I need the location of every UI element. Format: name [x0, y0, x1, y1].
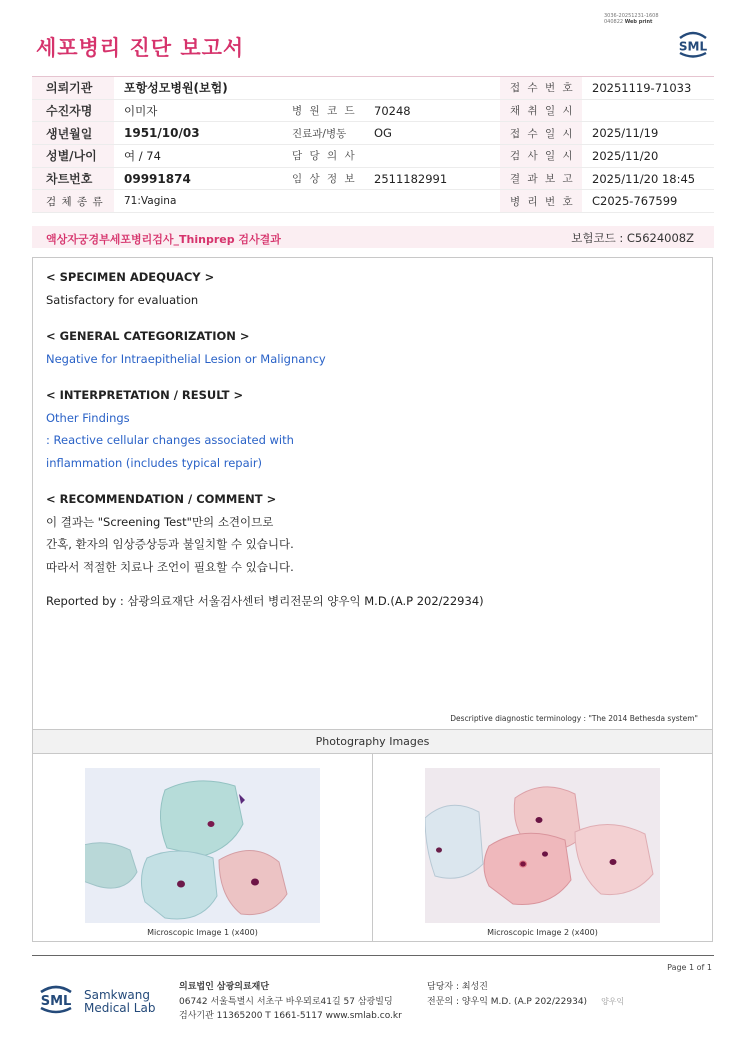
label-patient-name: 수진자명: [32, 99, 114, 122]
info-row: [32, 77, 714, 100]
footer-logo-text: SML: [40, 994, 72, 1009]
image-caption: Microscopic Image 2 (x400): [487, 928, 598, 937]
contact-person: 담당자 : 최성진: [427, 982, 488, 992]
footer-divider: [32, 955, 714, 956]
section-specimen-adequacy: [46, 266, 214, 311]
terminology-note: Descriptive diagnostic terminology : "The 2014 Bethesda system": [450, 714, 698, 723]
info-row: [32, 145, 714, 168]
footer-sml-logo: [36, 980, 76, 1016]
page-title: 세포병리 진단 보고서: [36, 36, 245, 60]
org-address: 06742 서울특별시 서초구 바우뫼로41길 57 삼광빌딩: [179, 996, 393, 1007]
section-heading: < INTERPRETATION / RESULT >: [46, 388, 244, 402]
label-birth-date: 생년월일: [32, 122, 114, 145]
section-heading: < GENERAL CATEGORIZATION >: [46, 329, 250, 343]
recommendation-line: 따라서 적절한 치료나 조언이 필요할 수 있습니다.: [46, 559, 294, 574]
value-hospital-code: 70248: [364, 99, 500, 122]
info-row: [32, 99, 714, 122]
label-exam-date: 검 사 일 시: [500, 145, 582, 168]
value-result-report: 2025/11/20 18:45: [582, 167, 714, 190]
info-row: [32, 190, 714, 213]
patient-info-table: [32, 76, 714, 213]
value-receipt-date: 2025/11/19: [582, 122, 714, 145]
value-clinical-info: 2511182991: [364, 167, 500, 190]
value-birth-date: 1951/10/03: [114, 122, 282, 145]
section-interpretation: [46, 384, 294, 474]
microscopic-image-2: [425, 768, 660, 923]
value-department: OG: [364, 122, 500, 145]
label-receipt-date: 접 수 일 시: [500, 122, 582, 145]
label-result-report: 결 과 보 고: [500, 167, 582, 190]
label-requesting-institution: 의뢰기관: [32, 77, 114, 100]
report-box: [32, 257, 713, 942]
value-sex-age: 여 / 74: [114, 145, 282, 168]
sml-logo: [674, 26, 712, 60]
print-code: 3036-20251231-1608 040822 Web print: [604, 13, 659, 25]
sml-logo-text: SML: [678, 39, 708, 54]
label-physician: 담 당 의 사: [282, 145, 364, 168]
label-hospital-code: 병 원 코 드: [282, 99, 364, 122]
info-row: [32, 167, 714, 190]
label-pathology-number: 병 리 번 호: [500, 190, 582, 213]
org-info: [179, 980, 402, 1024]
label-collection-date: 채 취 일 시: [500, 99, 582, 122]
microscopic-image-1: [85, 768, 320, 923]
label-specimen-type: 검 체 종 류: [32, 190, 114, 213]
recommendation-line: 이 결과는 "Screening Test"만의 소견이므로: [46, 514, 274, 529]
label-department: 진료과/병동: [282, 122, 364, 145]
photography-header: Photography Images: [33, 729, 712, 754]
interpretation-line: : Reactive cellular changes associated with: [46, 433, 294, 447]
categorization-text: Negative for Intraepithelial Lesion or Malignancy: [46, 351, 326, 366]
signature: 양우익: [601, 996, 625, 1006]
value-exam-date: 2025/11/20: [582, 145, 714, 168]
section-recommendation: [46, 488, 294, 578]
label-accession-number: 접 수 번 호: [500, 77, 582, 100]
section-general-categorization: [46, 325, 326, 370]
label-clinical-info: 임 상 정 보: [282, 167, 364, 190]
section-heading: < RECOMMENDATION / COMMENT >: [46, 492, 277, 506]
insurance-code: 보험코드 : C5624008Z: [571, 231, 694, 245]
label-sex-age: 성별/나이: [32, 145, 114, 168]
page-number: Page 1 of 1: [667, 963, 712, 972]
specialist: 전문의 : 양우익 M.D. (A.P 202/22934): [427, 996, 588, 1007]
value-specimen-type: 71:Vagina: [114, 190, 500, 213]
value-pathology-number: C2025-767599: [582, 190, 714, 213]
image-caption: Microscopic Image 1 (x400): [147, 928, 258, 937]
exam-name: 액상자궁경부세포병리검사_Thinprep 검사결과: [46, 233, 281, 246]
interpretation-line: inflammation (includes typical repair): [46, 455, 263, 470]
recommendation-line: 간혹, 환자의 임상증상등과 불일치할 수 있습니다.: [46, 537, 294, 551]
value-accession-number: 20251119-71033: [582, 77, 714, 100]
value-collection-date: [582, 99, 714, 122]
value-chart-number: 09991874: [114, 167, 282, 190]
adequacy-text: Satisfactory for evaluation: [46, 292, 199, 307]
lab-name: Samkwang Medical Lab: [84, 988, 156, 1015]
section-heading: < SPECIMEN ADEQUACY >: [46, 270, 215, 284]
reported-by: Reported by : 삼광의료재단 서울검사센터 병리전문의 양우익 M.D.(A.P 202/22934): [46, 594, 484, 608]
label-chart-number: 차트번호: [32, 167, 114, 190]
exam-banner: [32, 226, 714, 248]
info-row: [32, 122, 714, 145]
value-patient-name: 이미자: [114, 99, 282, 122]
photo-divider: [372, 754, 373, 941]
staff-info: [427, 980, 624, 1009]
org-name: 의료법인 삼광의료재단: [179, 982, 270, 992]
value-physician: [364, 145, 500, 168]
value-requesting-institution: 포항성모병원(보험): [114, 77, 500, 100]
org-contact: 검사기관 11365200 T 1661-5117 www.smlab.co.kr: [179, 1011, 402, 1021]
interpretation-line: Other Findings: [46, 410, 130, 425]
